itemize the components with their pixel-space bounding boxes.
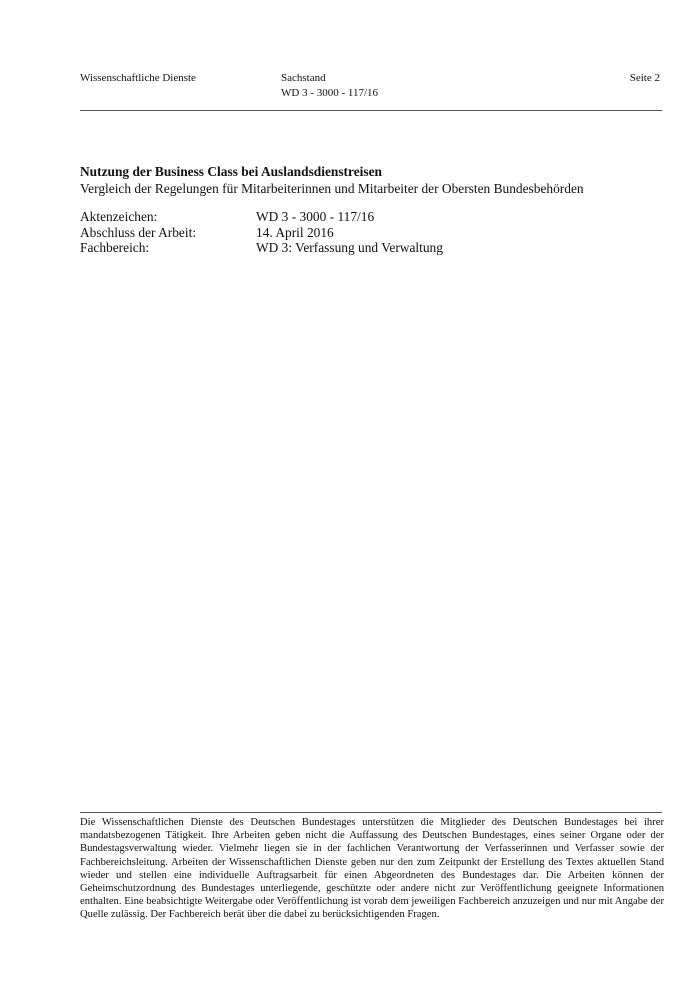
header-page-number: Seite 2 bbox=[629, 72, 660, 84]
meta-label: Aktenzeichen: bbox=[80, 209, 158, 224]
meta-row-fachbereich bbox=[80, 240, 443, 256]
meta-label: Abschluss der Arbeit: bbox=[80, 224, 197, 240]
disclaimer-text: Die Wissenschaftlichen Dienste des Deutschen Bundestages unterstützen die Mitglieder des Deutschen Bundestages bei ihrer mandatsbezogenen Tätigkeit. Ihre Arbeiten geben nicht die Auffassung des Deutschen Bundestages, eines seiner Organe oder der Bundestagsverwaltung wieder. Vielmehr liegen sie in der fachlichen Verantwortung der Verfasserinnen und Verfasser sowie der Fachbereichsleitung. Arbeiten der Wissenschaftlichen Dienste geben nur den zum Zeitpunkt der Erstellung des Textes aktuellen Stand wieder und stellen eine individuelle Auftragsarbeit für einen Abgeordneten des Bundestages dar. Die Arbeiten können der Geheimschutzordnung des Bundestages unterliegende, geschützte oder andere nicht zur Veröffentlichung geeignete Informationen enthalten. Eine beabsichtigte Weitergabe oder Veröffentlichung ist vorab dem jeweiligen Fachbereich anzuzeigen und nur mit Angabe der Quelle zulässig. Der Fachbereich berät über die dabei zu berücksichtigenden Fragen. bbox=[80, 817, 664, 921]
meta-row-aktenzeichen bbox=[80, 209, 443, 225]
title-block bbox=[80, 163, 670, 197]
document-metadata bbox=[80, 209, 443, 256]
header-divider bbox=[80, 110, 662, 111]
meta-label: Fachbereich: bbox=[80, 240, 150, 256]
meta-value: WD 3 - 3000 - 117/16 bbox=[256, 209, 375, 224]
document-title: Nutzung der Business Class bei Auslandsdienstreisen bbox=[80, 164, 382, 179]
meta-value: 14. April 2016 bbox=[256, 224, 334, 240]
header-doc-info bbox=[281, 71, 378, 101]
header-doc-number: WD 3 - 3000 - 117/16 bbox=[281, 87, 379, 99]
meta-row-abschluss bbox=[80, 225, 443, 241]
header-doc-type: Sachstand bbox=[281, 72, 326, 84]
meta-value: WD 3: Verfassung und Verwaltung bbox=[256, 240, 443, 256]
header-organization: Wissenschaftliche Dienste bbox=[80, 72, 196, 84]
document-subtitle: Vergleich der Regelungen für Mitarbeiterinnen und Mitarbeiter der Obersten Bundesbehörden bbox=[80, 181, 584, 196]
footer-divider bbox=[80, 812, 662, 813]
